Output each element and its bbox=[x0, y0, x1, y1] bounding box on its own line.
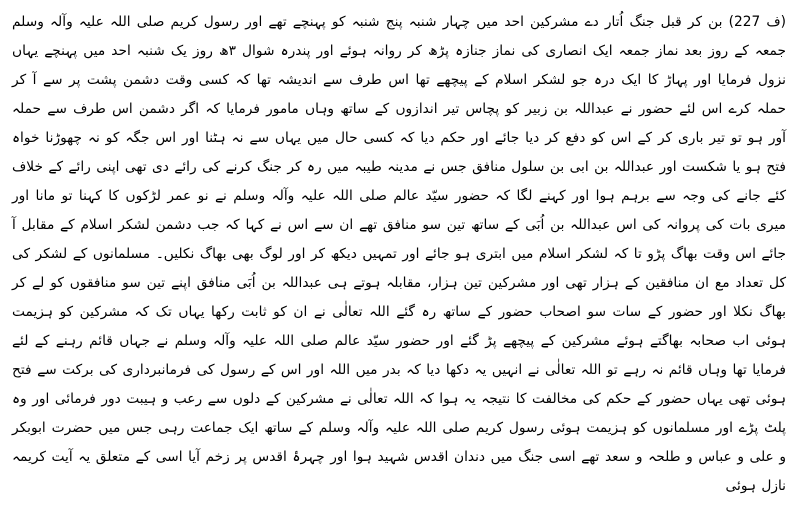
footnote-marker: (ف 227) bbox=[728, 14, 786, 30]
footnote-paragraph bbox=[12, 8, 786, 501]
footnote-body: بن کر قبل جنگ اُتار دے مشرکین احد میں چہار شنبہ پنج شنبہ کو پہنچے تھے اور رسول کریم صلی اللہ علیہ وآلہ وسلم جمعہ کے روز بعد نماز جمعہ ایک انصاری کی نماز جنازہ پڑھ کر روانہ ہوئے اور پندرہ شوال ۳ھ روز یک شنبہ احد میں پہنچے یہاں نزول فرمایا اور پہاڑ کا ایک درہ جو لشکر اسلام کے پیچھے تھا اس طرف سے اندیشہ تھا کہ کسی وقت دشمن پشت پر سے آ کر حملہ کرے اس لئے حضور نے عبداللہ بن زبیر کو پچاس تیر اندازوں کے ساتھ وہاں مامور فرمایا کہ اگر دشمن اس طرف سے حملہ آور ہو تو تیر باری کر کے اس کو دفع کر دیا جائے اور حکم دیا کہ کسی حال میں یہاں سے نہ ہٹنا اور اس جگہ کو نہ چھوڑنا خواہ فتح ہو یا شکست اور عبداللہ بن ابی بن سلول منافق جس نے مدینہ طیبہ میں رہ کر جنگ کرنے کی رائے دی تھی اپنی رائے کے خلاف کئے جانے کی وجہ سے برہم ہوا اور کہنے لگا کہ حضور سیّد عالم صلی اللہ علیہ وآلہ وسلم نے نو عمر لڑکوں کا کہنا تو مانا اور میری بات کی پروانہ کی اس عبداللہ بن اُبَی کے ساتھ تین سو منافق تھے ان سے اس نے کہا کہ جب دشمن لشکر اسلام کے مقابل آ جائے اس وقت بھاگ پڑو تا کہ لشکر اسلام میں ابتری ہو جائے اور تمہیں دیکھ کر اور لوگ بھی بھاگ نکلیں۔ مسلمانوں کے لشکر کی کل تعداد مع ان منافقین کے ہزار تھی اور مشرکین تین ہزار، مقابلہ ہوتے ہی عبداللہ بن اُبَی منافق اپنے تین سو منافقوں کو لے کر بھاگ نکلا اور حضور کے سات سو اصحاب حضور کے ساتھ رہ گئے اللہ تعالٰی نے ان کو ثابت رکھا یہاں تک کہ مشرکین کو ہزیمت ہوئی اب صحابہ بھاگتے ہوئے مشرکین کے پیچھے پڑ گئے اور حضور سیّد عالم صلی اللہ علیہ وآلہ وسلم نے جہاں قائم رہنے کے لئے فرمایا تھا وہاں قائم نہ رہے تو اللہ تعالٰی نے انہیں یہ دکھا دیا کہ بدر میں اللہ اور اس کے رسول کی فرمانبرداری کی برکت سے فتح ہوئی تھی یہاں حضور کے حکم کی مخالفت کا نتیجہ یہ ہوا کہ اللہ تعالٰی نے مشرکین کے دلوں سے رعب و ہیبت دور فرمائی اور وہ پلٹ پڑے اور مسلمانوں کو ہزیمت ہوئی رسول کریم صلی اللہ علیہ وآلہ وسلم کے ساتھ ایک جماعت رہی جس میں حضرت ابوبکر و علی و عباس و طلحہ و سعد تھے اسی جنگ میں دندان اقدس شہید ہوا اور چہرۂ اقدس پر زخم آیا اسی کے متعلق یہ آیت کریمہ نازل ہوئی bbox=[12, 14, 787, 494]
